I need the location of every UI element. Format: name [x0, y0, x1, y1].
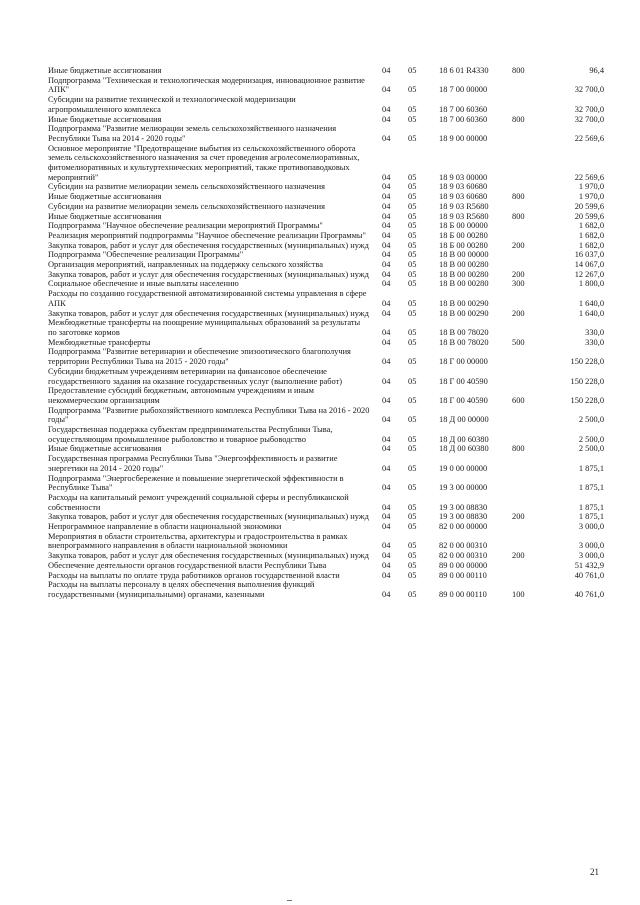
row-rz: 04: [382, 415, 391, 425]
row-rz: 04: [382, 269, 391, 279]
row-vr: 800: [512, 444, 525, 454]
row-rz: 04: [382, 66, 391, 75]
row-vr: 800: [512, 211, 525, 221]
row-pr: 05: [408, 589, 417, 599]
row-name: Субсидии на развитие технической и технологической модернизации агропромышленного комплекса: [48, 95, 296, 114]
row-pr: 05: [408, 298, 417, 308]
row-rz: 04: [382, 279, 391, 289]
table-row: [48, 115, 604, 125]
row-name: Расходы по созданию государственной автоматизированной системы управления в сфере АПК: [48, 289, 367, 308]
row-pr: 05: [408, 85, 417, 95]
row-name: Межбюджетные трансферты на поощрение муниципальных образований за результаты по заготовке кормов: [48, 318, 361, 337]
row-csr: 82 0 00 00310: [439, 541, 488, 551]
table-row: [48, 454, 604, 473]
row-vr: 800: [512, 114, 525, 124]
table-row: [48, 192, 604, 202]
row-rz: 04: [382, 114, 391, 124]
row-csr: 18 9 03 60680: [439, 192, 488, 202]
row-csr: 82 0 00 00000: [439, 522, 488, 532]
row-rz: 04: [382, 192, 391, 202]
row-pr: 05: [408, 570, 417, 580]
row-name: Субсидии бюджетным учреждениям ветеринарии на финансовое обеспечение государственного задания на оказание государственных услуг (выполнение работ): [48, 366, 343, 386]
row-pr: 05: [408, 211, 417, 221]
table-row: [48, 250, 604, 260]
row-sum: 1 875,1: [578, 502, 604, 512]
row-name: Государственная программа Республики Тыва "Энергоэффективность и развитие энергетики на 2014 - 2020 годы": [48, 454, 338, 473]
row-rz: 04: [382, 560, 391, 570]
row-sum: 150 228,0: [570, 357, 604, 367]
row-name: Иные бюджетные ассигнования: [48, 211, 162, 221]
row-rz: 04: [382, 444, 391, 454]
row-pr: 05: [408, 66, 417, 75]
row-rz: 04: [382, 182, 391, 192]
row-pr: 05: [408, 104, 417, 114]
row-rz: 04: [382, 522, 391, 532]
row-name: Предоставление субсидий бюджетным, автономным учреждениям и иным некоммерческим организациям: [48, 386, 314, 405]
table-row: [48, 580, 604, 599]
row-name: Подпрограмма "Развитие мелиорации земель сельскохозяйственного назначения Республики Тыва на 2014 - 2020 годы": [48, 124, 337, 143]
row-name: Закупка товаров, работ и услуг для обеспечения государственных (муниципальных) нужд: [48, 551, 369, 561]
row-pr: 05: [408, 541, 417, 551]
row-sum: 40 761,0: [574, 589, 604, 599]
row-vr: 600: [512, 395, 525, 405]
row-pr: 05: [408, 434, 417, 444]
row-sum: 14 067,0: [574, 260, 604, 270]
row-csr: 18 Б 00 00280: [439, 240, 488, 250]
row-pr: 05: [408, 376, 417, 386]
row-rz: 04: [382, 551, 391, 561]
row-sum: 2 500,0: [578, 444, 604, 454]
row-sum: 1 875,1: [578, 483, 604, 493]
row-csr: 18 Г 00 00000: [439, 357, 488, 367]
row-rz: 04: [382, 376, 391, 386]
row-name: Иные бюджетные ассигнования: [48, 192, 162, 202]
row-csr: 18 Д 00 60380: [439, 434, 489, 444]
row-sum: 40 761,0: [574, 570, 604, 580]
row-pr: 05: [408, 357, 417, 367]
row-rz: 04: [382, 589, 391, 599]
table-row: [48, 221, 604, 231]
row-sum: 32 700,0: [574, 104, 604, 114]
table-row: [48, 279, 604, 289]
row-rz: 04: [382, 463, 391, 473]
row-csr: 18 В 00 78020: [439, 327, 489, 337]
row-rz: 04: [382, 230, 391, 240]
row-csr: 19 3 00 08830: [439, 502, 488, 512]
row-rz: 04: [382, 502, 391, 512]
table-row: [48, 66, 604, 76]
row-vr: 800: [512, 192, 525, 202]
row-csr: 18 7 00 00000: [439, 85, 488, 95]
row-csr: 18 9 03 R5680: [439, 211, 489, 221]
row-rz: 04: [382, 133, 391, 143]
row-rz: 04: [382, 250, 391, 260]
row-csr: 18 Б 00 00280: [439, 230, 488, 240]
table-row: [48, 386, 604, 405]
row-name: Обеспечение деятельности органов государственной власти Республики Тыва: [48, 560, 327, 570]
row-name: Подпрограмма "Развитие рыбохозяйственного комплекса Республики Тыва на 2016 - 2020 годы": [48, 405, 370, 425]
row-pr: 05: [408, 463, 417, 473]
row-csr: 89 0 00 00110: [439, 570, 487, 580]
row-pr: 05: [408, 483, 417, 493]
row-name: Иные бюджетные ассигнования: [48, 66, 162, 75]
row-name: Субсидии на развитие мелиорации земель сельскохозяйственного назначения: [48, 182, 325, 192]
row-sum: 51 432,9: [574, 560, 604, 570]
table-row: [48, 367, 604, 386]
scan-mark: [287, 900, 292, 901]
table-row: [48, 76, 604, 95]
row-name: Реализация мероприятий подпрограммы "Научное обеспечение реализации Программы": [48, 230, 366, 240]
row-rz: 04: [382, 483, 391, 493]
row-csr: 18 В 00 00290: [439, 308, 489, 318]
row-name: Подпрограмма "Энергосбережение и повышение энергетической эффективности в Республике Тыва": [48, 473, 344, 493]
row-rz: 04: [382, 308, 391, 318]
row-name: Закупка товаров, работ и услуг для обеспечения государственных (муниципальных) нужд: [48, 269, 369, 279]
row-rz: 04: [382, 298, 391, 308]
row-pr: 05: [408, 512, 417, 522]
table-row: [48, 260, 604, 270]
row-csr: 19 3 00 00000: [439, 483, 488, 493]
row-rz: 04: [382, 570, 391, 580]
row-pr: 05: [408, 337, 417, 347]
table-row: [48, 212, 604, 222]
table-row: [48, 309, 604, 319]
row-name: Непрограммное направление в области национальной экономики: [48, 522, 282, 532]
row-name: Закупка товаров, работ и услуг для обеспечения государственных (муниципальных) нужд: [48, 240, 369, 250]
table-row: [48, 270, 604, 280]
row-csr: 18 6 01 R4330: [439, 66, 489, 75]
row-csr: 89 0 00 00110: [439, 589, 487, 599]
row-sum: 150 228,0: [570, 376, 604, 386]
row-csr: 18 Д 00 00000: [439, 415, 489, 425]
row-sum: 1 682,0: [578, 230, 604, 240]
row-sum: 1 875,1: [578, 463, 604, 473]
row-csr: 18 9 03 R5680: [439, 201, 489, 211]
row-rz: 04: [382, 395, 391, 405]
row-pr: 05: [408, 250, 417, 260]
row-pr: 05: [408, 327, 417, 337]
row-sum: 1 800,0: [578, 279, 604, 289]
row-csr: 18 В 00 00280: [439, 269, 489, 279]
table-row: [48, 512, 604, 522]
row-sum: 20 599,6: [574, 201, 604, 211]
table-row: [48, 182, 604, 192]
row-rz: 04: [382, 260, 391, 270]
table-row: [48, 532, 604, 551]
row-name: Иные бюджетные ассигнования: [48, 114, 162, 124]
row-name: Иные бюджетные ассигнования: [48, 444, 162, 454]
row-rz: 04: [382, 357, 391, 367]
row-pr: 05: [408, 260, 417, 270]
row-sum: 1 640,0: [578, 308, 604, 318]
table-row: [48, 406, 604, 425]
row-pr: 05: [408, 444, 417, 454]
row-pr: 05: [408, 415, 417, 425]
row-vr: 200: [512, 240, 525, 250]
row-sum: 12 267,0: [574, 269, 604, 279]
table-row: [48, 425, 604, 444]
row-pr: 05: [408, 502, 417, 512]
row-sum: 330,0: [585, 327, 604, 337]
row-pr: 05: [408, 551, 417, 561]
row-sum: 150 228,0: [570, 395, 604, 405]
row-csr: 18 Б 00 00000: [439, 221, 488, 231]
row-csr: 18 9 00 00000: [439, 133, 488, 143]
row-name: Мероприятия в области строительства, архитектуры и градостроительства в рамках внепрограммного направления в области национальной экономики: [48, 531, 348, 551]
table-row: [48, 124, 604, 143]
row-sum: 22 569,6: [574, 172, 604, 182]
table-row: [48, 202, 604, 212]
row-pr: 05: [408, 172, 417, 182]
row-name: Подпрограмма "Развитие ветеринарии и обеспечение эпизоотического благополучия территории Республики Тыва на 2015 - 2020 годы": [48, 347, 351, 367]
row-sum: 16 037,0: [574, 250, 604, 260]
row-sum: 96,4: [589, 66, 604, 75]
row-name: Подпрограмма "Обеспечение реализации Программы": [48, 250, 244, 260]
table-row: [48, 493, 604, 512]
row-sum: 3 000,0: [578, 551, 604, 561]
row-rz: 04: [382, 221, 391, 231]
row-name: Межбюджетные трансферты: [48, 337, 151, 347]
row-pr: 05: [408, 114, 417, 124]
row-csr: 18 Г 00 40590: [439, 395, 488, 405]
row-csr: 18 Д 00 60380: [439, 444, 489, 454]
row-pr: 05: [408, 269, 417, 279]
row-name: Расходы на выплаты персоналу в целях обеспечения выполнения функций государственными (муниципальными) органами, казенными: [48, 580, 315, 599]
row-name: Расходы на капитальный ремонт учреждений социальной сферы и республиканской собственности: [48, 492, 349, 512]
row-vr: 200: [512, 308, 525, 318]
table-row: [48, 444, 604, 454]
row-pr: 05: [408, 560, 417, 570]
page-number: 21: [590, 867, 599, 877]
row-csr: 18 Г 00 40590: [439, 376, 488, 386]
table-row: [48, 289, 604, 308]
row-csr: 19 0 00 00000: [439, 463, 488, 473]
row-name: Закупка товаров, работ и услуг для обеспечения государственных (муниципальных) нужд: [48, 308, 369, 318]
table-row: [48, 338, 604, 348]
table-row: [48, 561, 604, 571]
row-name: Государственная поддержка субъектам предпринимательства Республики Тыва, осуществляющим промышленное рыболовство и товарное рыбоводство: [48, 425, 333, 444]
row-vr: 500: [512, 337, 525, 347]
row-pr: 05: [408, 201, 417, 211]
row-pr: 05: [408, 192, 417, 202]
row-pr: 05: [408, 221, 417, 231]
table-row: [48, 241, 604, 251]
row-sum: 1 875,1: [578, 512, 604, 522]
row-sum: 20 599,6: [574, 211, 604, 221]
row-rz: 04: [382, 172, 391, 182]
row-sum: 1 682,0: [578, 221, 604, 231]
row-name: Расходы на выплаты по оплате труда работников органов государственной власти: [48, 570, 340, 580]
row-csr: 18 9 03 60680: [439, 182, 488, 192]
row-sum: 1 640,0: [578, 298, 604, 308]
row-csr: 18 В 00 00000: [439, 250, 489, 260]
row-sum: 1 682,0: [578, 240, 604, 250]
row-csr: 89 0 00 00000: [439, 560, 488, 570]
budget-table: [48, 66, 604, 600]
row-pr: 05: [408, 133, 417, 143]
row-csr: 18 9 03 00000: [439, 172, 488, 182]
row-csr: 82 0 00 00310: [439, 551, 488, 561]
row-rz: 04: [382, 201, 391, 211]
row-rz: 04: [382, 211, 391, 221]
row-csr: 18 7 00 60360: [439, 114, 488, 124]
row-rz: 04: [382, 240, 391, 250]
row-rz: 04: [382, 327, 391, 337]
table-row: [48, 571, 604, 581]
table-row: [48, 551, 604, 561]
row-pr: 05: [408, 308, 417, 318]
row-sum: 3 000,0: [578, 541, 604, 551]
table-row: [48, 231, 604, 241]
row-name: Субсидии на развитие мелиорации земель сельскохозяйственного назначения: [48, 201, 325, 211]
row-rz: 04: [382, 541, 391, 551]
row-rz: 04: [382, 104, 391, 114]
row-name: Подпрограмма "Научное обеспечение реализации мероприятий Программы": [48, 221, 323, 231]
row-rz: 04: [382, 434, 391, 444]
row-sum: 330,0: [585, 337, 604, 347]
row-name: Организация мероприятий, направленных на поддержку сельского хозяйства: [48, 260, 323, 270]
row-name: Закупка товаров, работ и услуг для обеспечения государственных (муниципальных) нужд: [48, 512, 369, 522]
row-pr: 05: [408, 182, 417, 192]
row-pr: 05: [408, 395, 417, 405]
table-row: [48, 144, 604, 183]
row-csr: 18 7 00 60360: [439, 104, 488, 114]
row-vr: 200: [512, 512, 525, 522]
row-rz: 04: [382, 512, 391, 522]
row-vr: 100: [512, 589, 525, 599]
row-csr: 18 В 00 78020: [439, 337, 489, 347]
table-row: [48, 347, 604, 366]
row-pr: 05: [408, 240, 417, 250]
row-rz: 04: [382, 337, 391, 347]
row-csr: 18 В 00 00290: [439, 298, 489, 308]
row-pr: 05: [408, 279, 417, 289]
row-rz: 04: [382, 85, 391, 95]
row-sum: 1 970,0: [578, 192, 604, 202]
row-csr: 18 В 00 00280: [439, 260, 489, 270]
table-row: [48, 318, 604, 337]
table-row: [48, 474, 604, 493]
row-sum: 2 500,0: [578, 415, 604, 425]
row-pr: 05: [408, 522, 417, 532]
table-row: [48, 522, 604, 532]
row-pr: 05: [408, 230, 417, 240]
row-sum: 32 700,0: [574, 114, 604, 124]
row-name: Социальное обеспечение и иные выплаты населению: [48, 279, 239, 289]
row-vr: 200: [512, 269, 525, 279]
table-row: [48, 95, 604, 114]
row-sum: 2 500,0: [578, 434, 604, 444]
row-csr: 19 3 00 08830: [439, 512, 488, 522]
row-sum: 22 569,6: [574, 133, 604, 143]
row-vr: 300: [512, 279, 525, 289]
row-sum: 1 970,0: [578, 182, 604, 192]
row-name: Основное мероприятие "Предотвращение выбытия из сельскохозяйственного оборота земель сельскохозяйственного назначения за счет проведения агролесомелиоративных, фитомелиоративных и культуртехнических мероприятий, также противопаводковых мероприятий": [48, 143, 360, 182]
row-sum: 32 700,0: [574, 85, 604, 95]
row-csr: 18 В 00 00280: [439, 279, 489, 289]
row-vr: 800: [512, 66, 525, 75]
row-name: Подпрограмма "Техническая и технологическая модернизация, инновационное развитие АПК": [48, 75, 365, 95]
row-vr: 200: [512, 551, 525, 561]
row-sum: 3 000,0: [578, 522, 604, 532]
